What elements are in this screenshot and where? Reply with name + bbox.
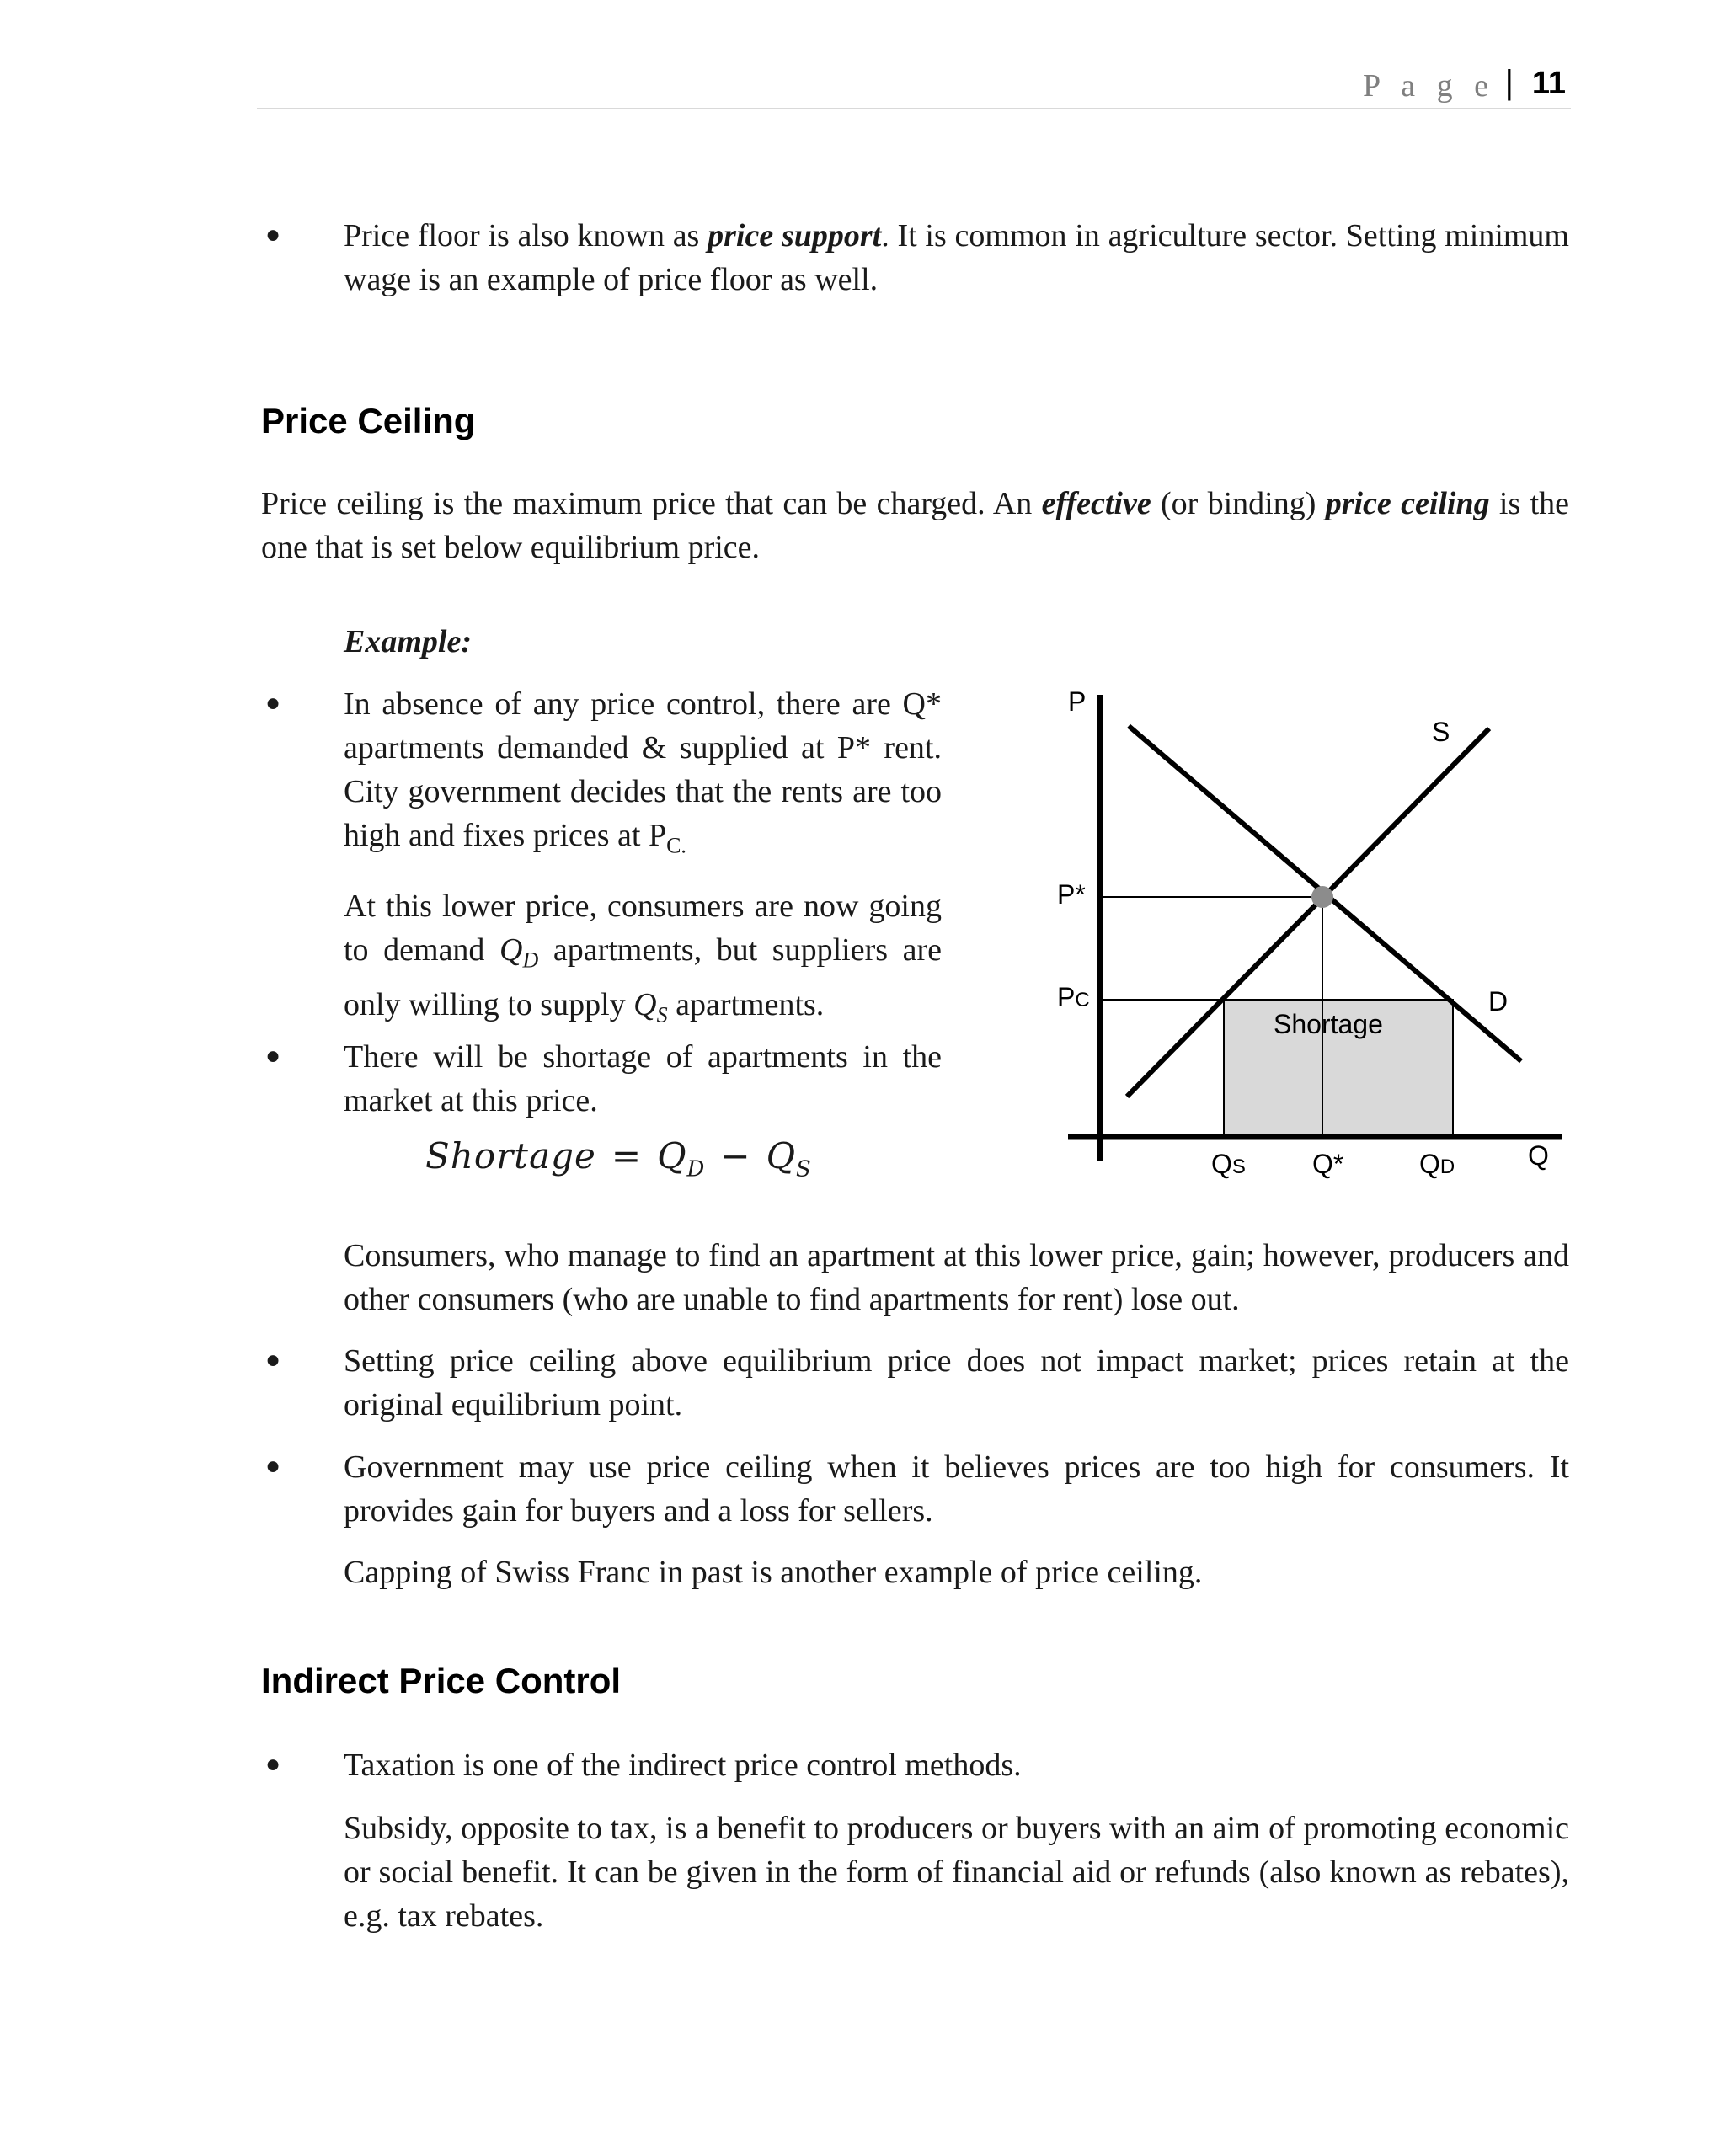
x-axis-label: Q [1528, 1140, 1549, 1171]
qd-label: QD [1419, 1149, 1455, 1179]
example-label: Example: [344, 624, 472, 659]
bullet-icon: ● [265, 1452, 281, 1480]
price-floor-paragraph: Price floor is also known as price support. It is common in agriculture sector. Setting minimum wage is an example of price floor as well. [344, 218, 1569, 297]
subsidy-paragraph: Subsidy, opposite to tax, is a benefit to producers or buyers with an aim of promoting economic or social benefit. It can be given in the form of financial aid or refunds (also known as rebates), e.g. tax rebates. [344, 1811, 1569, 1934]
supply-label: S [1432, 717, 1450, 747]
price-ceiling-definition: Price ceiling is the maximum price that can be charged. An effective (or binding) price ceiling is the one that is set below equilibrium price. [261, 486, 1569, 565]
page-label: P a g e [1363, 68, 1495, 104]
pc-label: PC [1057, 982, 1090, 1012]
shortage-bullet-text: There will be shortage of apartments in the market at this price. [344, 1039, 942, 1118]
page-separator: | [1504, 64, 1514, 101]
page-header [257, 59, 1571, 109]
demand-label: D [1488, 986, 1509, 1017]
bullet-icon: ● [265, 689, 281, 717]
price-ceiling-diagram [1036, 674, 1626, 1196]
swiss-franc-paragraph: Capping of Swiss Franc in past is another example of price ceiling. [344, 1555, 1203, 1590]
consumers-paragraph: Consumers, who manage to find an apartment at this lower price, gain; however, producers and other consumers (who are unable to find apartments for rent) lose out. [344, 1238, 1569, 1317]
shortage-label: Shortage [1274, 1009, 1383, 1039]
bullet-icon: ● [265, 1042, 281, 1070]
section-heading-indirect-price-control: Indirect Price Control [261, 1661, 622, 1700]
bullet-icon: ● [265, 221, 281, 248]
bullet-icon: ● [265, 1346, 281, 1374]
bullet-icon: ● [265, 1750, 281, 1778]
equilibrium-point [1311, 886, 1333, 908]
government-bullet: Government may use price ceiling when it believes prices are too high for consumers. It provides gain for buyers and a loss for sellers. [344, 1449, 1569, 1529]
page-number: 11 [1531, 66, 1566, 101]
shortage-equation: Shortage = $Q_D - Q_S$ [425, 1135, 812, 1182]
taxation-bullet: Taxation is one of the indirect price control methods. [344, 1748, 1022, 1783]
example-paragraph-2: At this lower price, consumers are now going to demand $Q_D$ apartments, but suppliers are only willing to supply $Q_S$ apartments. [344, 889, 942, 1027]
y-axis-label: P [1068, 686, 1087, 717]
q-star-label: Q* [1312, 1149, 1344, 1179]
example-paragraph-1: In absence of any price control, there are Q* apartments demanded & supplied at P* rent. City government decides that the rents are too high and fixes prices at $P_{C.}$ [344, 686, 942, 858]
section-heading-price-ceiling: Price Ceiling [261, 401, 476, 440]
above-equilibrium-bullet: Setting price ceiling above equilibrium price does not impact market; prices retain at the original equilibrium point. [344, 1343, 1569, 1422]
p-star-label: P* [1057, 879, 1086, 910]
qs-label: QS [1211, 1149, 1246, 1179]
